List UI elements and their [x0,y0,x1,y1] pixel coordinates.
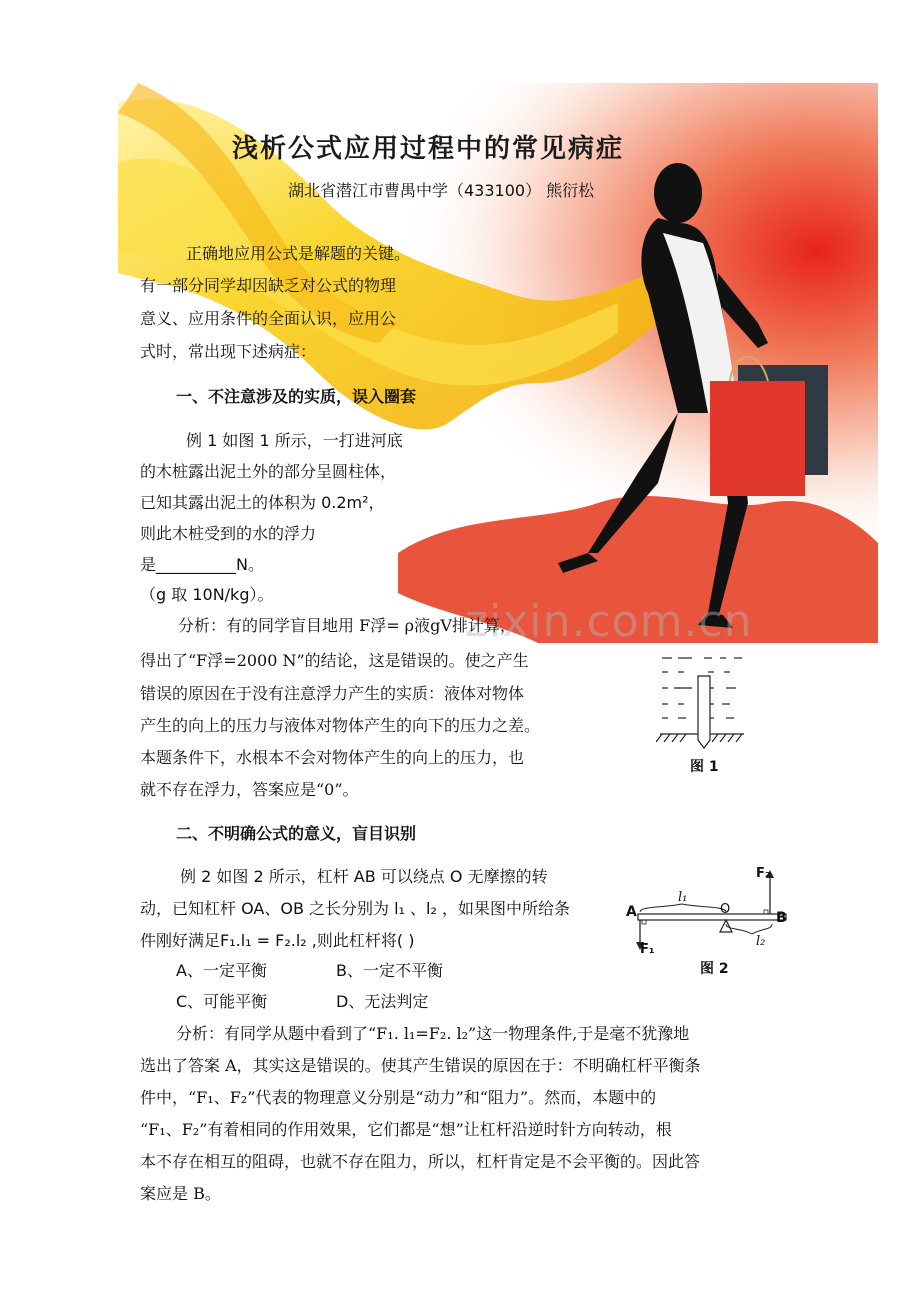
intro-line-3: 意义、应用条件的全面认识，应用公 [140,309,397,328]
lever-label-b: B [776,910,787,926]
analysis2-line-2: 选出了答案 A，其实这是错误的。使其产生错误的原因在于：不明确杠杆平衡条 [140,1056,701,1075]
example1-line-2: 的木桩露出泥土外的部分呈圆柱体， [140,462,397,481]
lever-label-o: O [720,902,731,917]
watermark: zixin.com.cn [465,596,753,647]
lever-label-l2: l₂ [756,934,766,949]
analysis1-line-1: 分析：有的同学盲目地用 F浮= ρ液gV排计算， [178,616,516,635]
author-line: 湖北省潜江市曹禺中学（433100） 熊衍松 [288,181,595,200]
analysis1-line-6: 就不存在浮力，答案应是“0”。 [140,780,359,799]
lever-label-a: A [626,904,637,920]
analysis2-line-5: 本不存在相互的阻碍，也就不存在阻力，所以，杠杆肯定是不会平衡的。因此答 [140,1152,701,1171]
example1-line-5: 是__________N。 [140,555,264,574]
section-heading-1: 一、不注意涉及的实质，误入圈套 [176,387,417,406]
lever-label-l1: l₁ [678,890,688,905]
option-b: B、一定不平衡 [336,961,443,980]
intro-line-1: 正确地应用公式是解题的关键。 [186,244,411,263]
analysis2-line-4: “F₁、F₂”有着相同的作用效果，它们都是“想”让杠杆沿逆时针方向转动，根 [140,1120,672,1139]
analysis2-line-6: 案应是 B。 [140,1184,221,1203]
option-d: D、无法判定 [336,992,429,1011]
analysis1-line-4: 产生的向上的压力与液体对物体产生的向下的压力之差。 [140,716,541,735]
lever-label-f2: F₂ [756,866,771,881]
shopping-bag-red [710,381,805,496]
page-title: 浅析公式应用过程中的常见病症 [232,134,625,164]
section-heading-2: 二、不明确公式的意义，盲目识别 [176,824,417,843]
example1-line-1: 例 1 如图 1 所示，一打进河底 [186,431,403,450]
analysis2-line-3: 件中，“F₁、F₂”代表的物理意义分别是“动力”和“阻力”。然而，本题中的 [140,1088,657,1107]
lever-label-f1: F₁ [640,942,655,957]
intro-line-2: 有一部分同学却因缺乏对公式的物理 [140,276,397,295]
analysis1-line-5: 本题条件下，水根本不会对物体产生的向上的压力，也 [140,748,525,767]
figure-1-pile-diagram [656,650,748,754]
example1-line-4: 则此木桩受到的水的浮力 [140,524,317,543]
figure-2-caption: 图 2 [700,961,729,977]
analysis2-line-1: 分析：有同学从题中看到了“F₁. l₁=F₂. l₂”这一物理条件,于是毫不犹豫地 [176,1024,690,1043]
example1-line-3: 已知其露出泥土的体积为 0.2m²， [140,493,385,512]
intro-line-4: 式时，常出现下述病症： [140,342,317,361]
example2-line-2: 动，已知杠杆 OA、OB 之长分别为 l₁ 、l₂ ，如果图中所给条 [140,899,570,918]
figure-1-caption: 图 1 [690,759,719,775]
example2-line-3: 件刚好满足F₁.l₁ = F₂.l₂ ,则此杠杆将( ) [140,931,415,950]
example2-line-1: 例 2 如图 2 所示，杠杆 AB 可以绕点 O 无摩擦的转 [180,867,548,886]
option-a: A、一定平衡 [176,961,267,980]
analysis1-line-3: 错误的原因在于没有注意浮力产生的实质：液体对物体 [140,684,525,703]
example1-line-6: （g 取 10N/kg）。 [140,585,274,604]
analysis1-line-2: 得出了“F浮=2000 N”的结论，这是错误的。使之产生 [140,651,529,670]
option-c: C、可能平衡 [176,992,268,1011]
